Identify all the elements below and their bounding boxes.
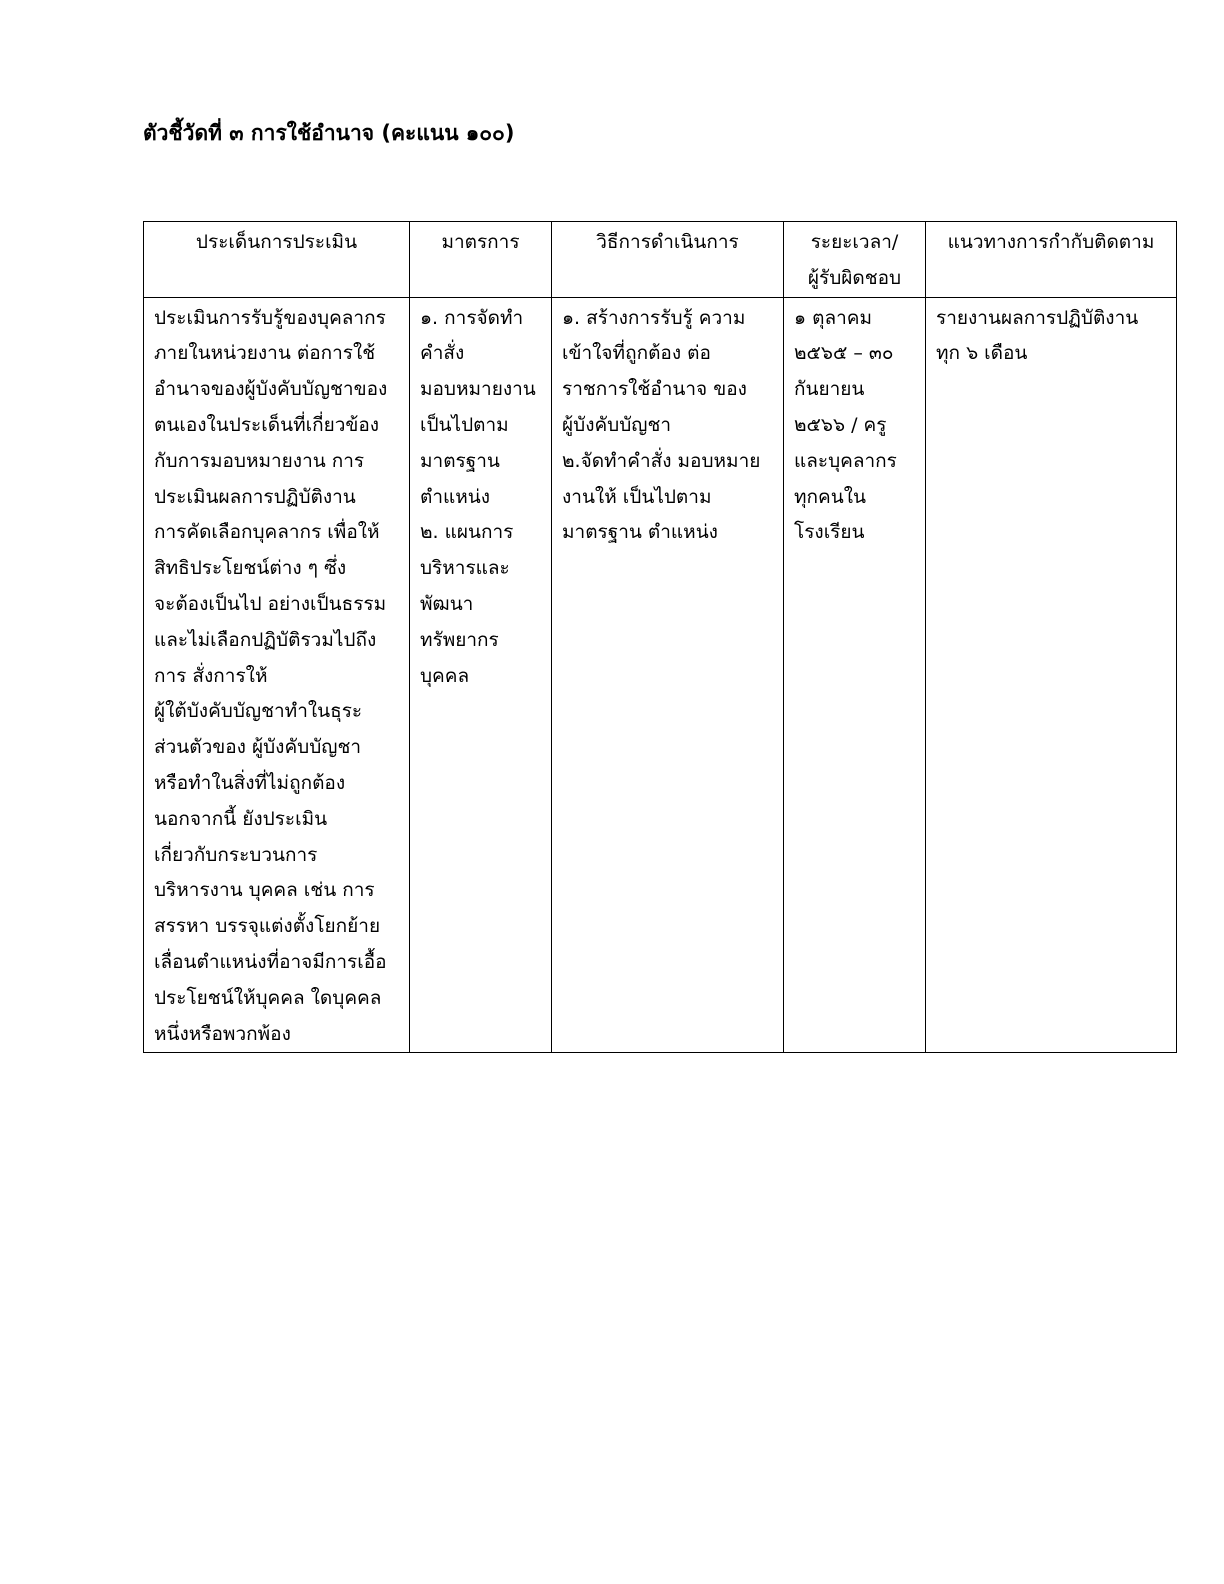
cell-monitoring-approach bbox=[926, 297, 1177, 1053]
text-line: มอบหมายงาน bbox=[420, 378, 536, 401]
text-line: เข้าใจที่ถูกต้อง ต่อ bbox=[562, 342, 711, 365]
text-line: ๑. การจัดทำ bbox=[420, 306, 524, 329]
cell-methods bbox=[552, 297, 784, 1053]
text-line: การคัดเลือกบุคลากร เพื่อให้ bbox=[154, 521, 380, 544]
text-line: การ สั่งการให้ bbox=[154, 664, 268, 687]
header-line: แนวทางการกำกับติดตาม bbox=[947, 231, 1155, 253]
header-measures bbox=[410, 222, 552, 298]
header-assessment-issue bbox=[144, 222, 410, 298]
anti-corruption-plan-table bbox=[143, 221, 1177, 1053]
header-line: มาตรการ bbox=[441, 231, 520, 253]
header-line: ผู้รับผิดชอบ bbox=[807, 266, 902, 289]
text-line: ๒๕๖๕ – ๓๐ bbox=[794, 342, 894, 365]
header-timeframe-responsible bbox=[784, 222, 926, 298]
text-line: งานให้ เป็นไปตาม bbox=[562, 485, 712, 508]
text-line: ราชการใช้อำนาจ ของ bbox=[562, 378, 747, 401]
text-line: นอกจากนี้ ยังประเมิน bbox=[154, 807, 328, 830]
text-line: อำนาจของผู้บังคับบัญชาของ bbox=[154, 378, 388, 401]
text-line: ประโยชน์ให้บุคคล ใดบุคคล bbox=[154, 986, 382, 1009]
text-line: สรรหา บรรจุแต่งตั้งโยกย้าย bbox=[154, 915, 381, 938]
text-line: ๑ ตุลาคม bbox=[794, 306, 872, 329]
text-line: และบุคลากร bbox=[794, 449, 897, 472]
text-line: สิทธิประโยชน์ต่าง ๆ ซึ่ง bbox=[154, 557, 347, 580]
text-line: หนึ่งหรือพวกพ้อง bbox=[154, 1022, 291, 1045]
text-line: และไม่เลือกปฏิบัติรวมไปถึง bbox=[154, 628, 377, 651]
text-line: มาตรฐาน ตำแหน่ง bbox=[562, 521, 718, 544]
text-line: ตนเองในประเด็นที่เกี่ยวข้อง bbox=[154, 413, 380, 436]
text-line: ประเมินการรับรู้ของบุคลากร bbox=[154, 306, 386, 329]
text-line: บริหารและ bbox=[420, 557, 510, 580]
text-line: ทุกคนใน bbox=[794, 485, 866, 508]
text-line: เป็นไปตาม bbox=[420, 413, 509, 436]
cell-timeframe-responsible bbox=[784, 297, 926, 1053]
text-line: ส่วนตัวของ ผู้บังคับบัญชา bbox=[154, 736, 362, 759]
header-line: ระยะเวลา/ bbox=[810, 231, 899, 253]
cell-measures bbox=[410, 297, 552, 1053]
table-header-row bbox=[144, 222, 1177, 298]
text-line: หรือทำในสิ่งที่ไม่ถูกต้อง bbox=[154, 771, 346, 794]
header-methods bbox=[552, 222, 784, 298]
text-line: ๒.จัดทำคำสั่ง มอบหมาย bbox=[562, 449, 761, 472]
text-line: กับการมอบหมายงาน การ bbox=[154, 449, 365, 472]
text-line: จะต้องเป็นไป อย่างเป็นธรรม bbox=[154, 592, 387, 615]
header-line: วิธีการดำเนินการ bbox=[596, 231, 739, 253]
text-line: ๑. สร้างการรับรู้ ความ bbox=[562, 306, 746, 329]
text-line: ภายในหน่วยงาน ต่อการใช้ bbox=[154, 342, 376, 365]
text-line: โรงเรียน bbox=[794, 521, 865, 544]
text-line: บุคคล bbox=[420, 664, 470, 687]
text-line: ๒. แผนการ bbox=[420, 521, 514, 544]
text-line: มาตรฐาน bbox=[420, 449, 500, 472]
text-line: ตำแหน่ง bbox=[420, 485, 491, 508]
text-line: พัฒนา bbox=[420, 592, 474, 615]
text-line: รายงานผลการปฏิบัติงาน bbox=[936, 306, 1139, 329]
text-line: กันยายน bbox=[794, 378, 865, 401]
text-line: ผู้ใต้บังคับบัญชาทำในธุระ bbox=[154, 700, 363, 723]
text-line: ทรัพยากร bbox=[420, 628, 499, 651]
cell-assessment-issue bbox=[144, 297, 410, 1053]
text-line: ประเมินผลการปฏิบัติงาน bbox=[154, 485, 356, 508]
document-title: ตัวชี้วัดที่ ๓ การใช้อำนาจ (คะแนน ๑๐๐) bbox=[143, 121, 515, 145]
text-line: บริหารงาน บุคคล เช่น การ bbox=[154, 879, 375, 902]
text-line: เลื่อนตำแหน่งที่อาจมีการเอื้อ bbox=[154, 950, 387, 973]
text-line: ๒๕๖๖ / ครู bbox=[794, 413, 887, 436]
header-line: ประเด็นการประเมิน bbox=[195, 231, 358, 253]
text-line: ทุก ๖ เดือน bbox=[936, 342, 1028, 365]
text-line: ผู้บังคับบัญชา bbox=[562, 413, 672, 436]
table-row bbox=[144, 297, 1177, 1053]
text-line: คำสั่ง bbox=[420, 342, 465, 365]
text-line: เกี่ยวกับกระบวนการ bbox=[154, 843, 318, 866]
header-monitoring-approach bbox=[926, 222, 1177, 298]
